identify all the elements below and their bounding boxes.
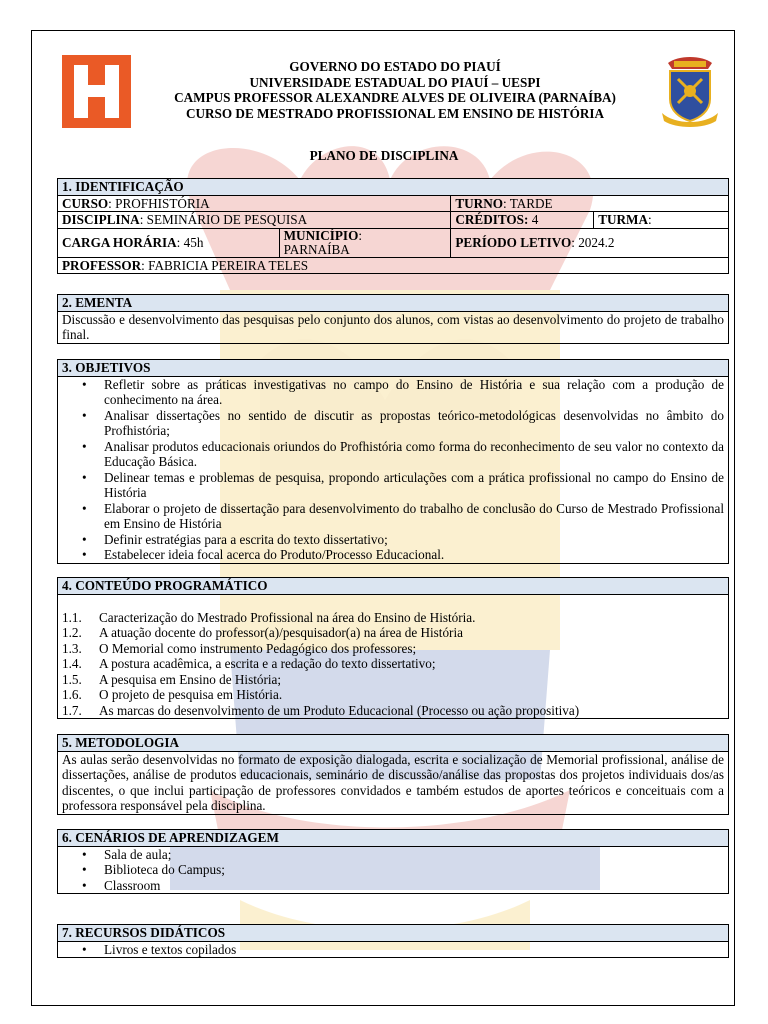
list-item: 1.3. O Memorial como instrumento Pedagógico dos professores; bbox=[62, 640, 417, 656]
list-item: 1.5. A pesquisa em Ensino de História; bbox=[62, 671, 282, 687]
recursos-list bbox=[58, 942, 728, 958]
header-line-1: GOVERNO DO ESTADO DO PIAUÍ bbox=[289, 59, 501, 74]
list-item: • Refletir sobre as práticas investigativas no campo do Ensino de História e sua relação com a produção de conhecimento na área. bbox=[104, 377, 724, 408]
list-item: • Livros e textos copilados bbox=[104, 942, 728, 958]
section-heading-identificacao: 1. IDENTIFICAÇÃO bbox=[58, 179, 729, 196]
objetivos-section bbox=[57, 359, 729, 564]
header-line-4: CURSO DE MESTRADO PROFISSIONAL EM ENSINO DE HISTÓRIA bbox=[185, 105, 605, 121]
list-item: • Sala de aula; bbox=[104, 847, 728, 863]
conteudo-list bbox=[62, 610, 724, 719]
turma-cell: TURMA: bbox=[594, 212, 729, 229]
disciplina-cell: DISCIPLINA: SEMINÁRIO DE PESQUISA bbox=[58, 212, 451, 229]
cenarios-list bbox=[58, 847, 728, 894]
header-line-3: CAMPUS PROFESSOR ALEXANDRE ALVES DE OLIVEIRA (PARNAÍBA) bbox=[174, 90, 616, 105]
ementa-text: Discussão e desenvolvimento das pesquisas pelo conjunto dos alunos, com vistas ao desenvolvimento do projeto de trabalho final. bbox=[62, 311, 724, 342]
list-item: • Estabelecer ideia focal acerca do Produto/Processo Educacional. bbox=[104, 547, 724, 563]
recursos-section bbox=[57, 924, 729, 958]
list-item: 1.2. A atuação docente do professor(a)/pesquisador(a) na área de História bbox=[62, 625, 463, 640]
section-heading-ementa: 2. EMENTA bbox=[58, 295, 728, 312]
creditos-cell: CRÉDITOS: 4 bbox=[451, 212, 594, 229]
list-item: • Classroom bbox=[104, 878, 728, 894]
list-item: 1.7. As marcas do desenvolvimento de um Produto Educacional (Processo ou ação propositiva) bbox=[62, 702, 580, 718]
municipio-cell: MUNICÍPIO: PARNAÍBA bbox=[279, 228, 451, 257]
uespi-crest-icon bbox=[660, 55, 720, 127]
carga-horaria-cell: CARGA HORÁRIA: 45h bbox=[58, 228, 280, 257]
section-heading-recursos: 7. RECURSOS DIDÁTICOS bbox=[58, 925, 728, 942]
metodologia-text: As aulas serão desenvolvidas no formato de exposição dialogada, escrita e socialização de Memorial profissional, análise de dissertações, análise de produtos educacionais, seminário de discussão/análise das propostas dos projetos individuais dos/as discentes, o que inclui participação de professores convidados e também estudos de aportes teóricos e conceituais com a professora responsável pela disciplina. bbox=[62, 751, 724, 813]
page-title: PLANO DE DISCIPLINA bbox=[309, 148, 459, 163]
section-heading-cenarios: 6. CENÁRIOS DE APRENDIZAGEM bbox=[58, 830, 728, 847]
list-item: • Analisar produtos educacionais oriundos do Profhistória como forma do reconhecimento de seu valor no contexto da Educação Básica. bbox=[104, 439, 724, 470]
header-line-2: UNIVERSIDADE ESTADUAL DO PIAUÍ – UESPI bbox=[249, 74, 541, 90]
objetivos-list bbox=[58, 377, 728, 563]
list-item: • Delinear temas e problemas de pesquisa, propondo articulações com a prática profissional no campo do Ensino de História bbox=[104, 470, 724, 501]
institution-header bbox=[140, 59, 650, 121]
list-item: • Elaborar o projeto de dissertação para desenvolvimento do trabalho de conclusão do Curso de Mestrado Profissional em Ensino de História bbox=[104, 501, 724, 532]
turno-cell: TURNO: TARDE bbox=[451, 195, 729, 212]
curso-cell: CURSO: PROFHISTÓRIA bbox=[58, 195, 451, 212]
conteudo-section bbox=[57, 577, 729, 719]
section-heading-metodologia: 5. METODOLOGIA bbox=[58, 735, 728, 752]
cenarios-section bbox=[57, 829, 729, 894]
periodo-letivo-cell: PERÍODO LETIVO: 2024.2 bbox=[451, 228, 729, 257]
ementa-section bbox=[57, 294, 729, 344]
list-item: 1.4. A postura acadêmica, a escrita e a redação do texto dissertativo; bbox=[62, 656, 436, 671]
identification-table bbox=[57, 178, 729, 274]
list-item: • Analisar dissertações no sentido de discutir as propostas teórico-metodológicas desenvolvidas no âmbito do Profhistória; bbox=[104, 408, 724, 439]
section-heading-objetivos: 3. OBJETIVOS bbox=[58, 360, 728, 377]
list-item: 1.1. Caracterização do Mestrado Profissional na área do Ensino de História. bbox=[62, 609, 476, 625]
professor-cell: PROFESSOR: FABRICIA PEREIRA TELES bbox=[58, 257, 729, 274]
list-item: • Biblioteca do Campus; bbox=[104, 862, 728, 878]
profhistoria-logo bbox=[62, 55, 131, 128]
list-item: • Definir estratégias para a escrita do texto dissertativo; bbox=[104, 532, 724, 548]
list-item: 1.6. O projeto de pesquisa em História. bbox=[62, 687, 283, 702]
metodologia-section bbox=[57, 734, 729, 815]
section-heading-conteudo: 4. CONTEÚDO PROGRAMÁTICO bbox=[58, 578, 728, 595]
